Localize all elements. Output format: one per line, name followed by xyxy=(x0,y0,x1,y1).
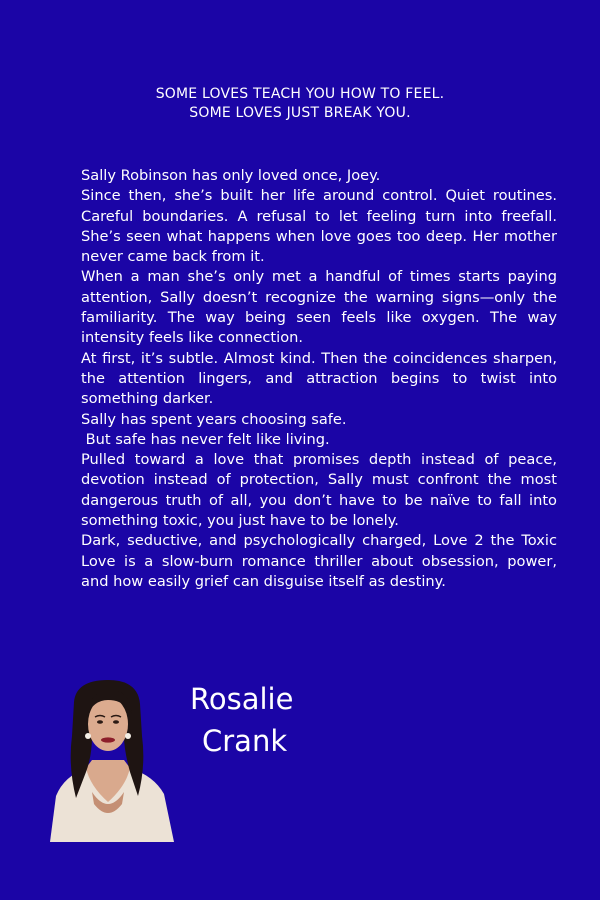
author-last-name: Crank xyxy=(202,724,288,758)
book-blurb xyxy=(81,166,557,592)
tagline-line-1: SOME LOVES TEACH YOU HOW TO FEEL. xyxy=(155,86,445,102)
tagline xyxy=(0,85,600,123)
tagline-line-2: SOME LOVES JUST BREAK YOU. xyxy=(189,105,411,121)
blurb-paragraph: At first, it’s subtle. Almost kind. Then the coincidences sharpen, the attention lingers, and attraction begins to twist into something darker. xyxy=(81,349,557,408)
blurb-paragraph: Sally has spent years choosing safe. xyxy=(81,410,347,428)
author-name xyxy=(190,678,293,762)
blurb-paragraph: But safe has never felt like living. xyxy=(81,430,330,448)
author-photo xyxy=(42,676,176,842)
blurb-paragraph: Dark, seductive, and psychologically charged, Love 2 the Toxic Love is a slow-burn romance thriller about obsession, power, and how easily grief can disguise itself as destiny. xyxy=(81,532,557,590)
blurb-paragraph: Pulled toward a love that promises depth instead of peace, devotion instead of protection, Sally must confront the most dangerous truth of all, you don’t have to be naïve to fall into something toxic, you just have to be lonely. xyxy=(81,451,557,530)
blurb-paragraph: Sally Robinson has only loved once, Joey. xyxy=(81,167,381,184)
blurb-paragraph: Since then, she’s built her life around control. Quiet routines. Careful boundaries. A refusal to let feeling turn into freefall. She’s seen what happens when love goes too deep. Her mother never came back from it. xyxy=(81,187,557,266)
author-first-name: Rosalie xyxy=(190,682,294,716)
blurb-paragraph: When a man she’s only met a handful of times starts paying attention, Sally doesn’t recognize the warning signs—only the familiarity. The way being seen feels like oxygen. The way intensity feels like connection. xyxy=(81,268,557,347)
